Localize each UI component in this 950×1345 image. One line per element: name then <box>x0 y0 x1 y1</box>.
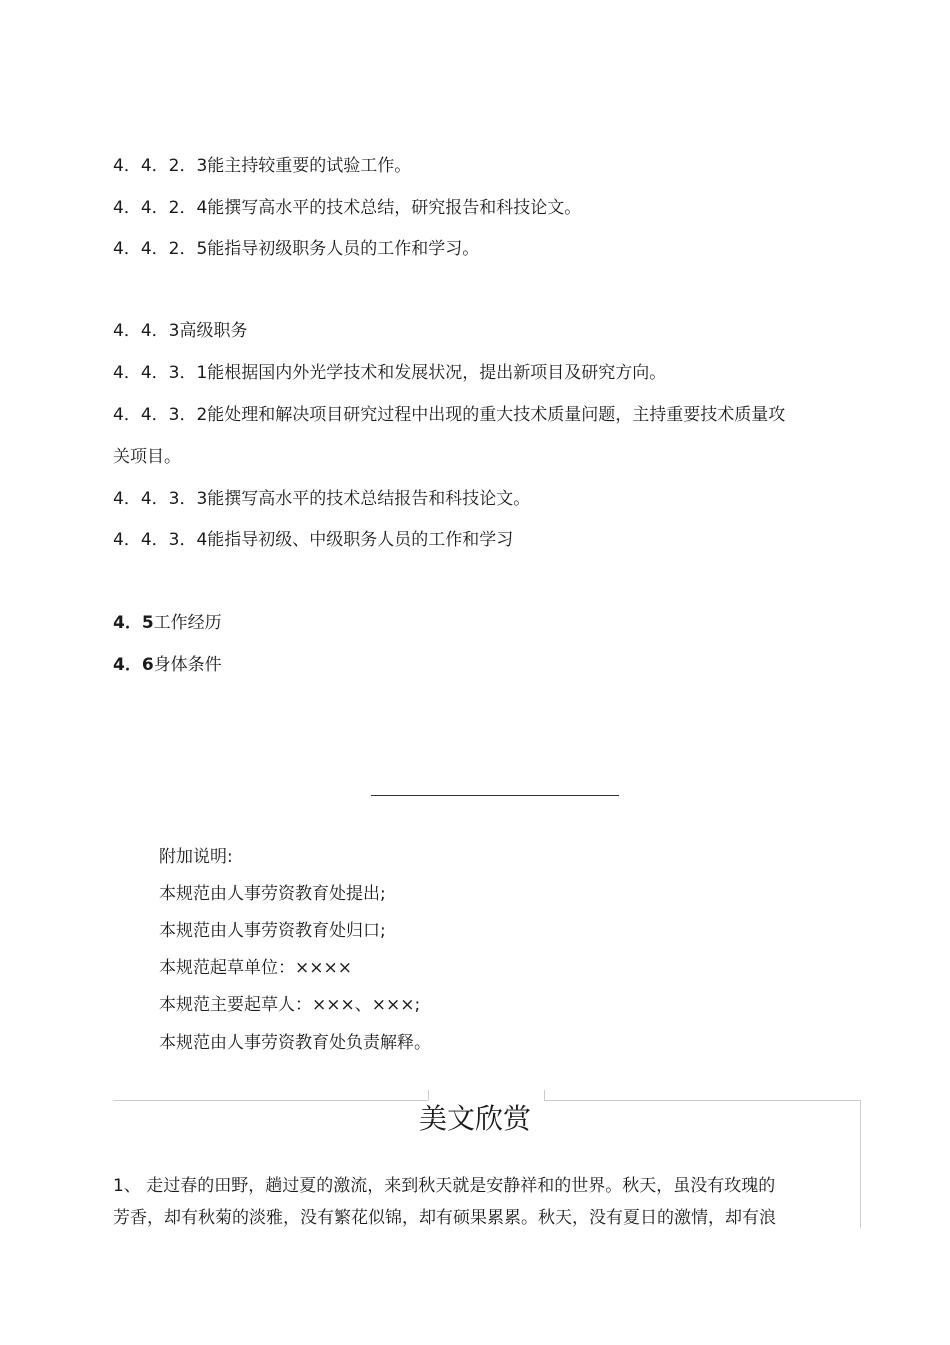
note-line: 本规范主要起草人：×××、×××; <box>159 995 421 1015</box>
clause-4-5 <box>113 612 222 634</box>
note-line: 本规范由人事劳资教育处提出; <box>159 884 386 904</box>
clause-4-4-2-4 <box>113 197 581 219</box>
clause-number: 4．6 <box>113 655 154 675</box>
clause-text: 工作经历 <box>153 613 222 633</box>
clause-text: 关项目。 <box>113 447 181 467</box>
essay-title: 美文欣赏 <box>418 1102 531 1135</box>
frame-tick-right <box>544 1090 545 1100</box>
note-line: 本规范由人事劳资教育处负责解释。 <box>159 1033 431 1053</box>
clause-text: 能根据国内外光学技术和发展状况，提出新项目及研究方向。 <box>207 363 667 383</box>
essay-line: 芳香，却有秋菊的淡雅，没有繁花似锦，却有硕果累累。秋天，没有夏日的激情，却有浪 <box>113 1208 776 1228</box>
clause-4-4-3-4 <box>113 529 513 551</box>
clause-text: 能处理和解决项目研究过程中出现的重大技术质量问题，主持重要技术质量攻 <box>207 405 786 425</box>
clause-number: 4．4．2．3 <box>113 156 208 176</box>
frame-tick-left <box>428 1090 429 1100</box>
clause-4-4-3-2 <box>113 404 785 426</box>
note-line: 本规范起草单位：×××× <box>159 958 352 978</box>
clause-4-6 <box>113 654 222 676</box>
clause-number: 4．5 <box>113 613 154 633</box>
clause-number: 4．4．2．5 <box>113 239 208 259</box>
end-rule <box>371 795 619 796</box>
clause-4-4-3-1 <box>113 362 666 384</box>
note-line: 本规范由人事劳资教育处归口; <box>159 921 386 941</box>
clause-number: 4．4．2．4 <box>113 198 208 218</box>
clause-number: 4．4．3．1 <box>113 363 208 383</box>
notes-heading: 附加说明: <box>159 847 233 867</box>
clause-4-4-3-3 <box>113 488 530 510</box>
clause-continuation <box>113 446 181 468</box>
clause-text: 高级职务 <box>179 321 248 341</box>
clause-4-4-2-5 <box>113 238 479 260</box>
clause-text: 能指导初级、中级职务人员的工作和学习 <box>207 530 514 550</box>
clause-text: 能指导初级职务人员的工作和学习。 <box>207 239 480 259</box>
clause-number: 4．4．3．2 <box>113 405 208 425</box>
clause-number: 4．4．3．3 <box>113 489 208 509</box>
clause-4-4-2-3 <box>113 155 411 177</box>
clause-text: 能撰写高水平的技术总结报告和科技论文。 <box>207 489 531 509</box>
clause-4-4-3 <box>113 320 247 342</box>
essay-line: 1、 走过春的田野，趟过夏的激流，来到秋天就是安静祥和的世界。秋天，虽没有玫瑰的 <box>113 1176 776 1196</box>
clause-number: 4．4．3．4 <box>113 530 208 550</box>
clause-text: 能撰写高水平的技术总结，研究报告和科技论文。 <box>207 198 582 218</box>
clause-text: 能主持较重要的试验工作。 <box>207 156 412 176</box>
clause-number: 4．4．3 <box>113 321 180 341</box>
clause-text: 身体条件 <box>153 655 222 675</box>
